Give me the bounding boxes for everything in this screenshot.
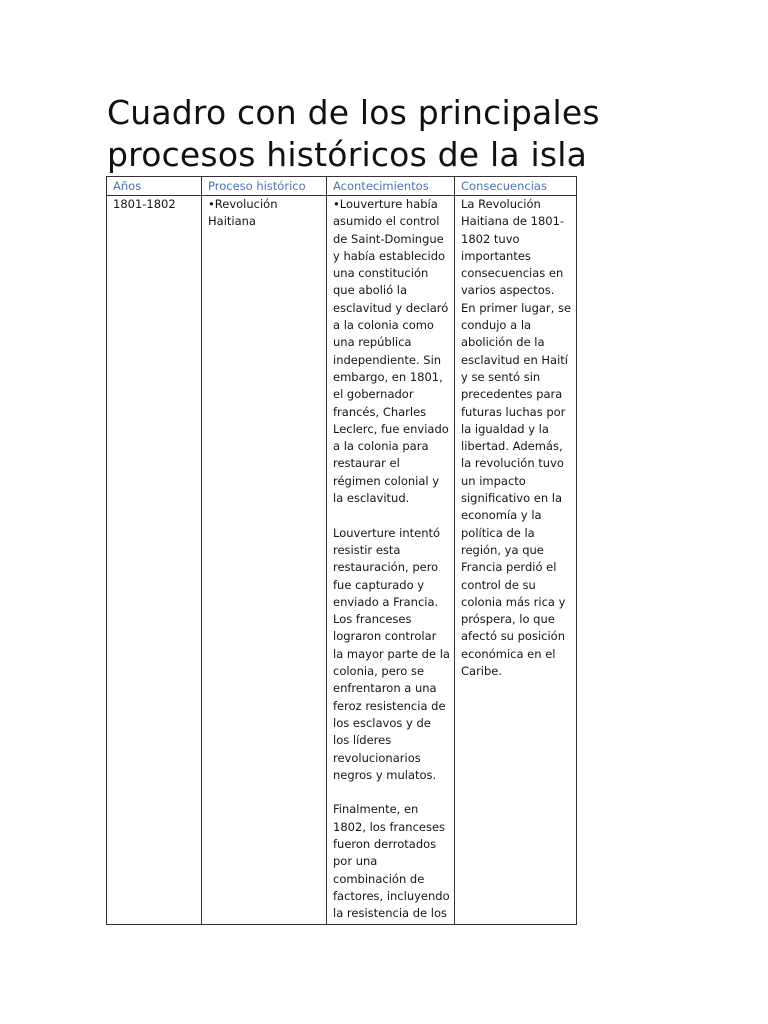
header-cell-process: Proceso histórico — [202, 177, 327, 196]
table-row — [107, 196, 577, 925]
events-paragraph-2: Louverture intentó resistir esta restauración, pero fue capturado y enviado a Francia. Los franceses lograron controlar la mayor parte de la colonia, pero se enfrentaron a una feroz resistencia de los esclavos y de los líderes revolucionarios negros y mulatos. — [333, 525, 450, 782]
events-paragraph-1: •Louverture había asumido el control de Saint-Domingue y había establecido una constitución que abolió la esclavitud y declaró a la colonia como una república independiente. Sin embargo, en 1801, el gobernador francés, Charles Leclerc, fue enviado a la colonia para restaurar el régimen colonial y la esclavitud. — [333, 197, 449, 506]
cell-consequences — [455, 196, 577, 925]
historical-processes-table — [106, 176, 577, 925]
header-cell-years: Años — [107, 177, 202, 196]
cell-years-text: 1801-1802 — [113, 197, 176, 211]
cell-consequences-text: La Revolución Haitiana de 1801-1802 tuvo importantes consecuencias en varios aspectos. En primer lugar, se condujo a la abolición de la esclavitud en Haití y se sentó sin precedentes para futuras luchas por la igualdad y la libertad. Además, la revolución tuvo un impacto significativo en la economía y la política de la región, ya que Francia perdió el control de su colonia más rica y próspera, lo que afectó su posición económica en el Caribe. — [461, 197, 572, 679]
events-paragraph-3: Finalmente, en 1802, los franceses fueron derrotados por una combinación de factores, incluyendo la resistencia de los — [333, 802, 450, 921]
cell-events — [327, 196, 455, 925]
header-cell-consequences: Consecuencias — [455, 177, 577, 196]
cell-process-text: •Revolución Haitiana — [208, 197, 278, 229]
cell-events-content — [333, 196, 450, 924]
cell-process — [202, 196, 327, 925]
page-title — [107, 92, 707, 176]
cell-years — [107, 196, 202, 925]
page-title-line-1: Cuadro con de los principales — [107, 93, 600, 132]
table-header-row — [107, 177, 577, 196]
page-title-line-2: procesos históricos de la isla — [107, 135, 588, 174]
header-cell-events: Acontecimientos — [327, 177, 455, 196]
